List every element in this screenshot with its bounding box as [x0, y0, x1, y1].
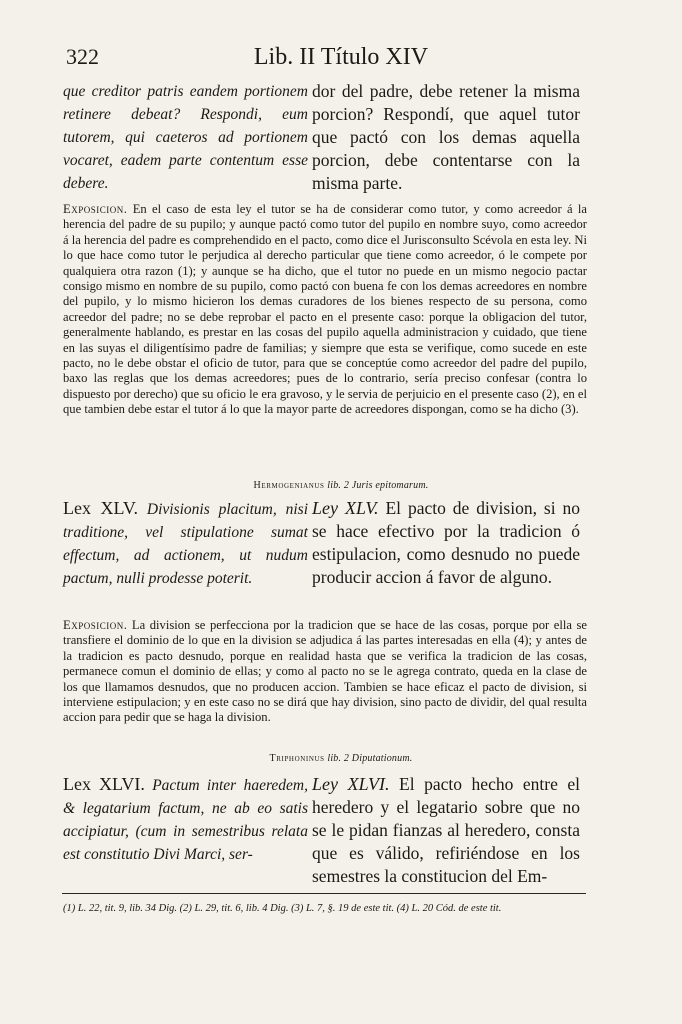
source-author: Hermogenianus: [253, 480, 325, 491]
footnotes: (1) L. 22, tit. 9, lib. 34 Dig. (2) L. 29, tit. 6, lib. 4 Dig. (3) L. 7, §. 19 de este tit. (4) L. 20 Cód. de este tit.: [63, 903, 502, 914]
source-citation-2: [0, 753, 682, 764]
source-work: lib. 2 Diputationum.: [327, 753, 413, 764]
lex-heading: Lex XLV.: [63, 498, 139, 518]
exposition-2: [63, 618, 587, 726]
ley-heading: Ley XLV.: [312, 498, 379, 518]
exposition-text: En el caso de esta ley el tutor se ha de considerar como tutor, y como acreedor á la herencia del padre de su pupilo; y aunque pactó como tutor del pupilo en nombre suyo, como acreedor á la herencia del padre es comprehendido en el pacto, como dice el Jurisconsulto Scévola en esta ley. Ni lo que hace como tutor le perjudica al derecho particular que tiene como acreedor, ó le compete por qualquiera otra razon (1); y aunque se ha dicho, que el tutor no puede en un mismo negocio pactar consigo mismo en nombre de su pupilo, como pactó con buena fe con los demas acreedores en nombre del pupilo, y lo mismo hicieron los demas curadores de los bienes respecto de su persona, como acreedor del padre; no se debe reprobar el pacto en el presente caso: porque la obligacion del tutor, generalmente hablando, es prestar en las cosas del pupilo aquella administracion y cuidado, que tiene en las suyas el diligentísimo padre de familias; y siempre que esta se verifique, como sucede en este pacto, no le debe obstar el oficio de tutor, para que se conceptúe como acreedor del padre del pupilo, baxo las reglas que los demas acreedores; pues de lo contrario, sería preciso confesar (contra lo dispuesto por derecho) que su oficio le era gravoso, y le servia de perjuicio en el presente caso (2), en el que tambien debe estar el tutor á lo que la mayor parte de acreedores dispongan, como se ha dicho (3).: [63, 202, 587, 417]
spanish-text: El pacto de division, si no se hace efectivo por la tradicion ó estipulacion, como desnudo no puede producir accion á favor de alguno.: [312, 498, 580, 587]
latin-text: Divisionis placitum, nisi traditione, vel stipulatione sumat effectum, ad actionem, ut nudum pactum, nulli prodesse poterit.: [63, 501, 309, 587]
spanish-text-block-1: dor del padre, debe retener la misma porcion? Respondí, que aquel tutor que pactó con los demas aquella porcion, debe contentarse con la misma parte.: [312, 81, 580, 193]
exposition-1: [63, 202, 587, 418]
latin-text: Pactum inter haeredem, & legatarium factum, ne ab eo satis accipiatur, (cum in semestribus relata est constitutio Divi Marci, ser-: [63, 777, 308, 863]
exposition-text: La division se perfecciona por la tradicion que se hace de las cosas, porque por ella se transfiere el dominio de lo que en la division se adjudica á las partes interesadas en ella (4); y antes de la tradicion es pacto desnudo, porque en realidad hasta que se verifica la tradicion de las cosas, permanece comun el dominio de ellas; y como al pacto no se le agrega contrato, queda en la clase de los que llamamos desnudos, que no producen accion. Tambien se hace eficaz el pacto de division, si interviene estipulacion; y en este caso no se dirá que hay division, sino pacto de dividir, del qual resulta accion para pedir que se haga la division.: [63, 618, 587, 725]
latin-lex-45: [63, 497, 308, 590]
page-number: 322: [66, 44, 99, 69]
latin-lex-46: [63, 773, 308, 866]
lex-heading: Lex XLVI.: [63, 774, 145, 794]
spanish-ley-45: [312, 497, 580, 589]
spanish-text: El pacto hecho entre el heredero y el legatario sobre que no se le pidan fianzas al heredero, consta que es válido, refiriéndose en los semestres la constitucion del Em-: [312, 774, 581, 886]
ley-heading: Ley XLVI.: [312, 774, 390, 794]
page-header: [0, 44, 682, 74]
spanish-ley-46: [312, 773, 580, 888]
latin-text-block-1: que creditor patris eandem portionem retinere debeat? Respondi, eum tutorem, qui caeteros ad portionem vocaret, eadem parte contentum esse debere.: [63, 83, 308, 192]
exposition-label: Exposicion.: [63, 202, 128, 216]
footnote-rule: [62, 893, 586, 894]
source-author: Triphoninus: [269, 753, 325, 764]
source-work: lib. 2 Juris epitomarum.: [327, 480, 429, 491]
source-citation-1: [0, 480, 682, 491]
running-head: Lib. II Título XIV: [253, 44, 429, 70]
exposition-label: Exposicion.: [63, 618, 128, 632]
